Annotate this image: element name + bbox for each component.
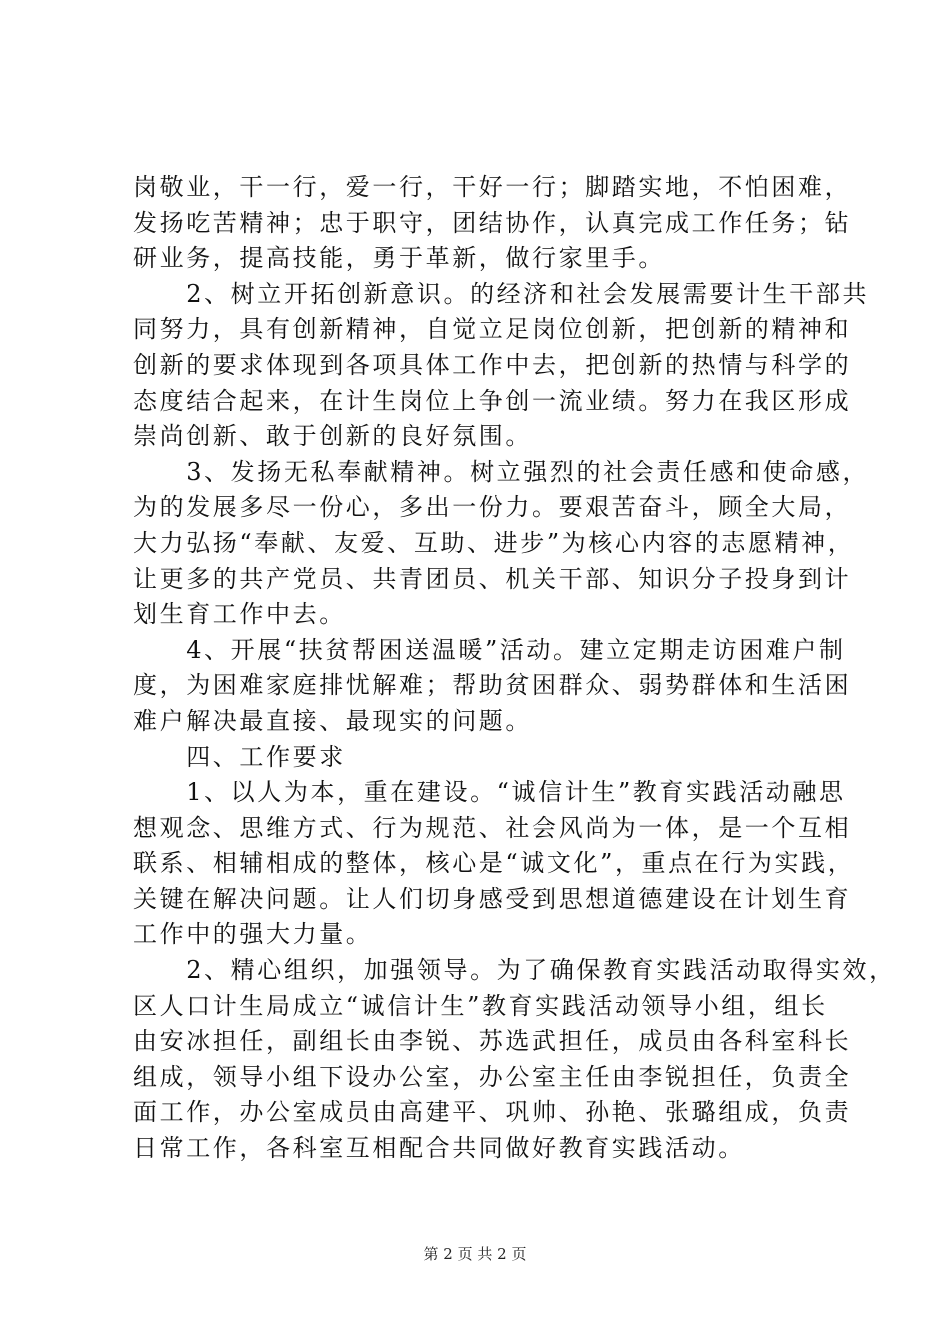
text-line: 同努力，具有创新精神，自觉立足岗位创新，把创新的精神和 (133, 315, 852, 344)
text-line: 岗敬业，干一行，爱一行，干好一行；脚踏实地，不怕困难， (133, 173, 852, 201)
text-line: 崇尚创新、敢于创新的良好氛围。 (133, 422, 532, 451)
text-line: 3、发扬无私奉献精神。树立强烈的社会责任感和使命感， (133, 457, 870, 486)
text-line: 4、开展“扶贫帮困送温暖”活动。建立定期走访困难户制 (133, 635, 846, 664)
text-line: 日常工作，各科室互相配合共同做好教育实践活动。 (133, 1134, 745, 1163)
text-line: 由安冰担任，副组长由李锐、苏选武担任，成员由各科室科长 (133, 1027, 852, 1056)
text-line: 难户解决最直接、最现实的问题。 (133, 706, 532, 735)
text-line: 区人口计生局成立“诚信计生”教育实践活动领导小组，组长 (133, 991, 828, 1020)
text-line: 研业务，提高技能，勇于革新，做行家里手。 (133, 244, 665, 273)
document-body (133, 170, 896, 1167)
text-line: 度，为困难家庭排忧解难；帮助贫困群众、弱势群体和生活困 (133, 671, 852, 700)
text-line: 让更多的共产党员、共青团员、机关干部、知识分子投身到计 (133, 564, 852, 593)
text-line: 想观念、思维方式、行为规范、社会风尚为一体，是一个互相 (133, 813, 852, 842)
text-line: 1、以人为本，重在建设。“诚信计生”教育实践活动融思 (133, 778, 846, 807)
text-line: 联系、相辅相成的整体，核心是“诚文化”，重点在行为实践， (133, 849, 855, 878)
text-line: 态度结合起来，在计生岗位上争创一流业绩。努力在我区形成 (133, 386, 852, 415)
text-line: 2、精心组织，加强领导。为了确保教育实践活动取得实效， (133, 956, 896, 985)
page-number-footer: 第 2 页 共 2 页 (423, 1245, 527, 1263)
text-line: 组成，领导小组下设办公室，办公室主任由李锐担任，负责全 (133, 1062, 852, 1091)
section-heading: 四、工作要求 (133, 742, 346, 771)
text-line: 2、树立开拓创新意识。的经济和社会发展需要计生干部共 (133, 279, 870, 308)
text-line: 工作中的强大力量。 (133, 920, 373, 949)
text-line: 大力弘扬“奉献、友爱、互助、进步”为核心内容的志愿精神， (133, 528, 855, 557)
text-line: 面工作，办公室成员由高建平、巩帅、孙艳、张璐组成，负责 (133, 1098, 852, 1127)
text-line: 关键在解决问题。让人们切身感受到思想道德建设在计划生育 (133, 884, 852, 913)
text-line: 创新的要求体现到各项具体工作中去，把创新的热情与科学的 (133, 350, 852, 379)
text-line: 划生育工作中去。 (133, 600, 346, 629)
text-line: 发扬吃苦精神；忠于职守，团结协作，认真完成工作任务；钻 (133, 208, 852, 237)
text-line: 为的发展多尽一份心，多出一份力。要艰苦奋斗，顾全大局， (133, 493, 852, 522)
